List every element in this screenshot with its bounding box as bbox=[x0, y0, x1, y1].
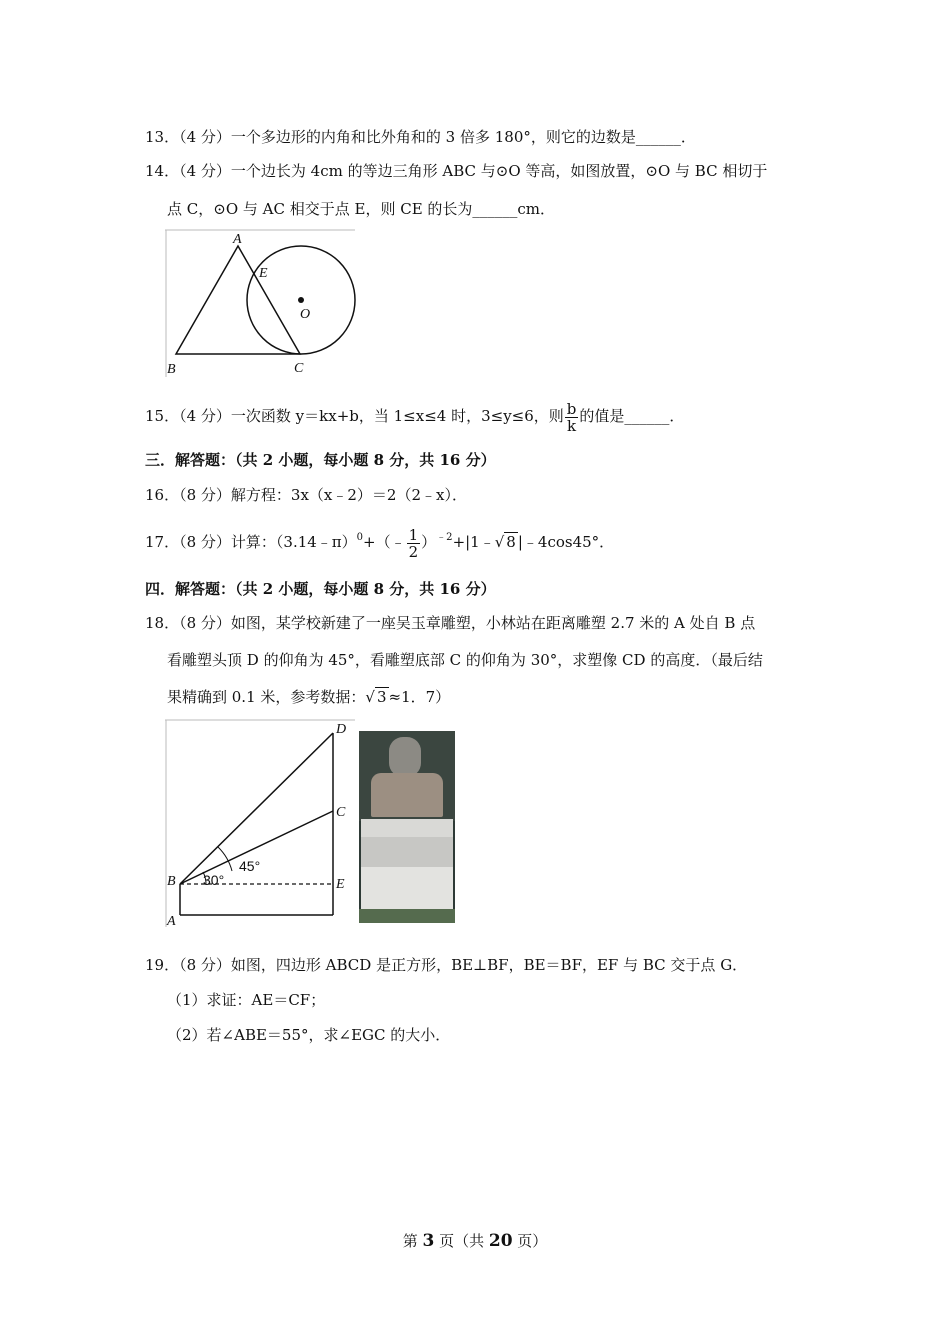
question-13 bbox=[145, 127, 696, 147]
question-14-line-1: 14．（4 分）一个边长为 4cm 的等边三角形 ABC 与⊙O 等高，如图放置，⊙O 与 BC 相切于 bbox=[145, 162, 768, 180]
angle-30-label: 30° bbox=[203, 872, 225, 888]
angle-45-label: 45° bbox=[239, 858, 261, 874]
question-17-close: ） bbox=[421, 533, 437, 551]
label-b: B bbox=[167, 362, 176, 377]
fraction-denominator: k bbox=[567, 416, 577, 435]
sqrt-eight: 8 bbox=[506, 533, 516, 551]
label-e: E bbox=[259, 266, 268, 281]
question-17-text: 17．（8 分）计算：（3.14﹣π） bbox=[145, 533, 357, 551]
photo-head bbox=[389, 737, 421, 777]
question-17-abs: +|1﹣ bbox=[452, 533, 495, 551]
sqrt-three: 3 bbox=[376, 688, 387, 706]
question-19-part-2: （2）若∠ABE＝55°，求∠EGC 的大小． bbox=[167, 1026, 451, 1044]
footer-prefix: 第 bbox=[402, 1232, 423, 1250]
photo-pedestal-plaque bbox=[361, 837, 453, 867]
page-footer bbox=[0, 1230, 950, 1251]
question-18-line-1: 18．（8 分）如图，某学校新建了一座吴玉章雕塑，小林站在距离雕塑 2.7 米的 A 处自 B 点 bbox=[145, 614, 756, 632]
fraction-b-over-k bbox=[565, 401, 579, 434]
photo-ground bbox=[359, 909, 455, 923]
question-18-line-2: 看雕塑头顶 D 的仰角为 45°，看雕塑底部 C 的仰角为 30°，求塑像 CD 的高度．（最后结 bbox=[167, 651, 763, 669]
photo-pedestal-top bbox=[361, 819, 453, 837]
total-page-count: 20 bbox=[488, 1231, 513, 1251]
footer-suffix: 页） bbox=[512, 1232, 548, 1250]
question-18-figure bbox=[165, 719, 357, 929]
fraction-denominator: 2 bbox=[408, 542, 419, 561]
current-page-number: 3 bbox=[422, 1231, 435, 1251]
question-18-line-3-tail: ≈1．7） bbox=[388, 688, 451, 706]
question-15 bbox=[145, 398, 684, 434]
exponent-neg-two: ﹣2 bbox=[436, 532, 453, 543]
section-4-heading: 四．解答题：（共 2 小题，每小题 8 分，共 16 分） bbox=[145, 580, 496, 598]
section-3-heading: 三．解答题：（共 2 小题，每小题 8 分，共 16 分） bbox=[145, 451, 496, 469]
question-15-tail: 的值是______． bbox=[579, 407, 685, 425]
footer-middle: 页（共 bbox=[434, 1232, 489, 1250]
label-o: O bbox=[300, 307, 311, 322]
question-17: 17．（8 分）计算：（3.14﹣π）$^0$+（﹣ $\frac{1}{2}$ ）$^{﹣2}$+|1﹣√ 8 |﹣4cos45°． bbox=[145, 525, 615, 561]
question-18-line-3: 果精确到 0.1 米，参考数据：√ 3 ≈1．7） bbox=[167, 688, 451, 706]
question-14-line-2: 点 C，⊙O 与 AC 相交于点 E，则 CE 的长为______cm． bbox=[167, 200, 556, 218]
question-17-mid: +（﹣ bbox=[363, 533, 406, 551]
center-o-dot bbox=[298, 297, 304, 303]
exponent-zero: 0 bbox=[356, 532, 364, 543]
label-a: A bbox=[167, 914, 176, 929]
question-17-tail: |﹣4cos45°． bbox=[517, 533, 615, 551]
question-16: 16．（8 分）解方程：3x（x﹣2）＝2（2﹣x）． bbox=[145, 486, 467, 504]
photo-bust bbox=[371, 773, 443, 817]
label-d: D bbox=[336, 722, 347, 737]
label-b: B bbox=[167, 874, 176, 889]
question-19-line-1: 19．（8 分）如图，四边形 ABCD 是正方形，BE⊥BF，BE＝BF，EF 与 BC 交于点 G． bbox=[145, 956, 748, 974]
question-14-figure bbox=[165, 229, 360, 379]
question-18-line-3-text: 果精确到 0.1 米，参考数据： bbox=[167, 688, 366, 706]
fraction-numerator: b bbox=[566, 399, 577, 418]
angle-45-arc bbox=[218, 847, 232, 871]
label-a: A bbox=[233, 232, 242, 247]
statue-photo bbox=[359, 731, 455, 923]
question-15-text: 15．（4 分）一次函数 y＝kx+b，当 1≤x≤4 时，3≤y≤6，则 bbox=[145, 407, 564, 425]
label-c: C bbox=[294, 361, 304, 376]
triangle-abc bbox=[176, 246, 300, 354]
label-c: C bbox=[336, 805, 346, 820]
question-13-text: 13．（4 分）一个多边形的内角和比外角和的 3 倍多 180°，则它的边数是______． bbox=[145, 128, 696, 146]
question-19-part-1: （1）求证：AE＝CF； bbox=[167, 991, 326, 1009]
fraction-numerator: 1 bbox=[408, 525, 419, 544]
label-e: E bbox=[336, 877, 345, 892]
fraction-one-half bbox=[407, 527, 421, 560]
